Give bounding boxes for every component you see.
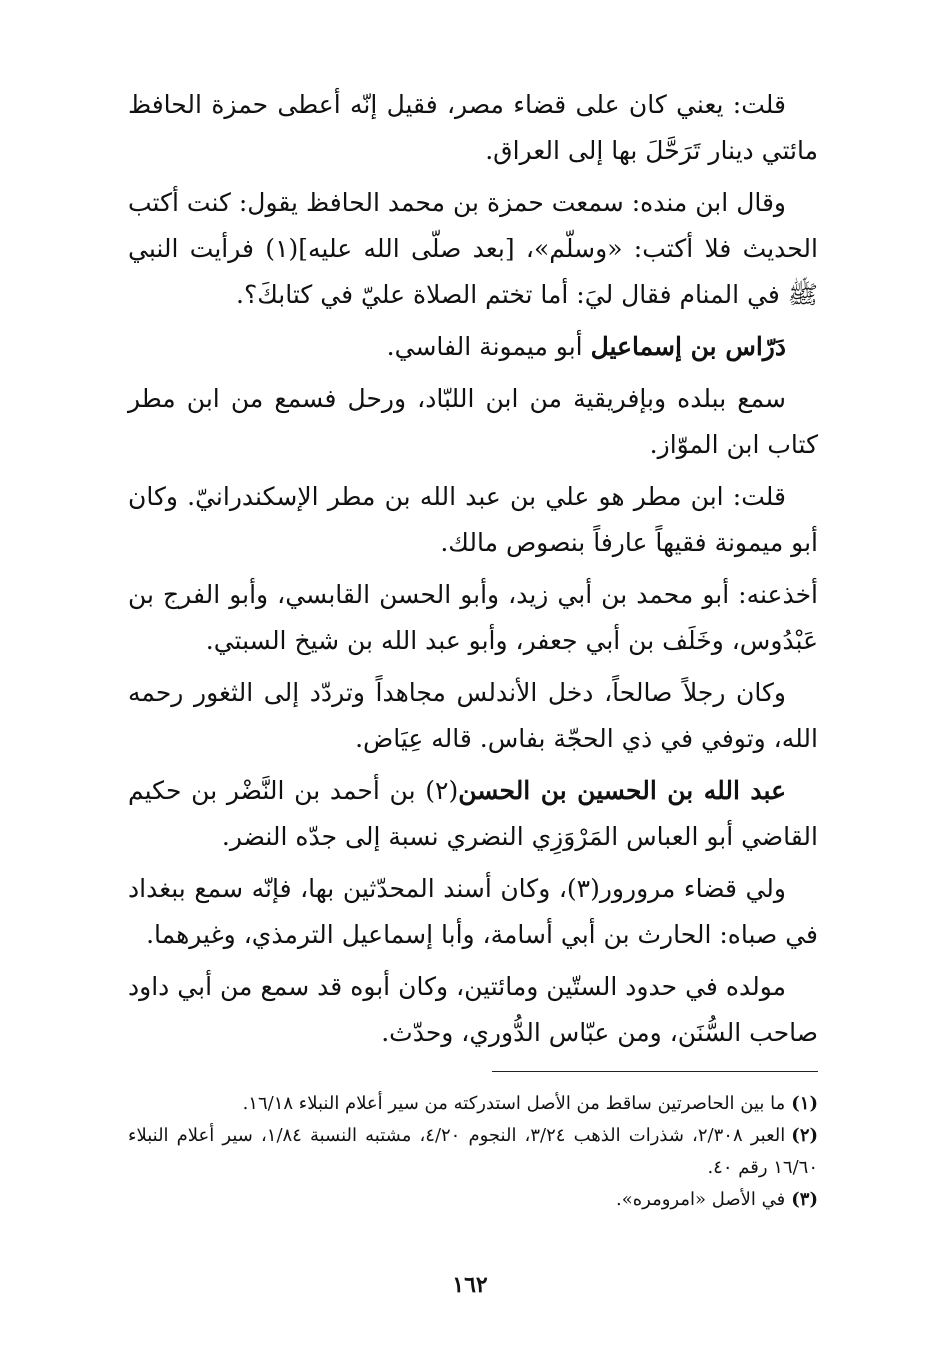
footnote-number: (١) [791, 1093, 818, 1114]
entry-name-abdullah: عبد الله بن الحسين بن الحسن [458, 776, 786, 805]
paragraph-8-entry-heading [128, 768, 818, 860]
paragraph-10: مولده في حدود الستّين ومائتين، وكان أبوه قد سمع من أبي داود صاحب السُّنَن، ومن عبّاس الدُّوري، وحدّث. [128, 972, 818, 1047]
footnote-2 [128, 1120, 818, 1184]
main-text [128, 82, 818, 1062]
footnote-text: العبر ٢/٣٠٨، شذرات الذهب ٣/٢٤، النجوم ٤/٢٠، مشتبه النسبة ١/٨٤، سير أعلام النبلاء ١٦/٦٠ رقم ٤٠. [128, 1125, 818, 1178]
entry-lineage: (٢) بن أحمد بن النَّضْر بن حكيم القاضي أبو العباس المَرْوَزِي النضري نسبة إلى جدّه النضر. [128, 776, 818, 851]
paragraph-7: وكان رجلاً صالحاً، دخل الأندلس مجاهداً وتردّد إلى الثغور رحمه الله، وتوفي في ذي الحجّة بفاس. قاله عِيَاض. [128, 678, 818, 753]
footnote-text: ما بين الحاصرتين ساقط من الأصل استدركته من سير أعلام النبلاء ١٦/١٨. [242, 1093, 786, 1114]
page-number: ١٦٢ [452, 1272, 488, 1298]
paragraph-1: قلت: يعني كان على قضاء مصر، فقيل إنّه أعطى حمزة الحافظ مائتي دينار تَرَحَّلَ بها إلى العراق. [128, 90, 818, 165]
entry-kunya: أبو ميمونة الفاسي. [386, 332, 591, 361]
footnote-number: (٣) [791, 1189, 818, 1210]
paragraph-4: سمع ببلده وبإفريقية من ابن اللبّاد، ورحل فسمع من ابن مطر كتاب ابن الموّاز. [128, 384, 818, 459]
footnote-divider [492, 1071, 818, 1072]
footnote-number: (٢) [791, 1125, 819, 1146]
footnotes [128, 1088, 818, 1216]
footnote-3 [128, 1184, 818, 1216]
paragraph-2: وقال ابن منده: سمعت حمزة بن محمد الحافظ يقول: كنت أكتب الحديث فلا أكتب: «وسلّم»، [بعد صلّى الله عليه](١) فرأيت النبي ﷺ في المنام فقال ليَ: أما تختم الصلاة عليّ في كتابكَ؟. [128, 188, 818, 309]
footnote-text: في الأصل «امرومره». [616, 1189, 786, 1210]
paragraph-6: أخذعنه: أبو محمد بن أبي زيد، وأبو الحسن القابسي، وأبو الفرج بن عَبْدُوس، وخَلَف بن أبي جعفر، وأبو عبد الله بن شيخ السبتي. [128, 580, 818, 655]
paragraph-3-entry-heading [128, 324, 818, 370]
paragraph-5: قلت: ابن مطر هو علي بن عبد الله بن مطر الإسكندرانيّ. وكان أبو ميمونة فقيهاً عارفاً بنصوص مالك. [128, 482, 818, 557]
entry-name-darras: دَرّاس بن إسماعيل [590, 332, 786, 361]
paragraph-9: ولي قضاء مرورور(٣)، وكان أسند المحدّثين بها، فإنّه سمع ببغداد في صباه: الحارث بن أبي أسامة، وأبا إسماعيل الترمذي، وغيرهما. [128, 874, 818, 949]
footnote-1 [128, 1088, 818, 1120]
